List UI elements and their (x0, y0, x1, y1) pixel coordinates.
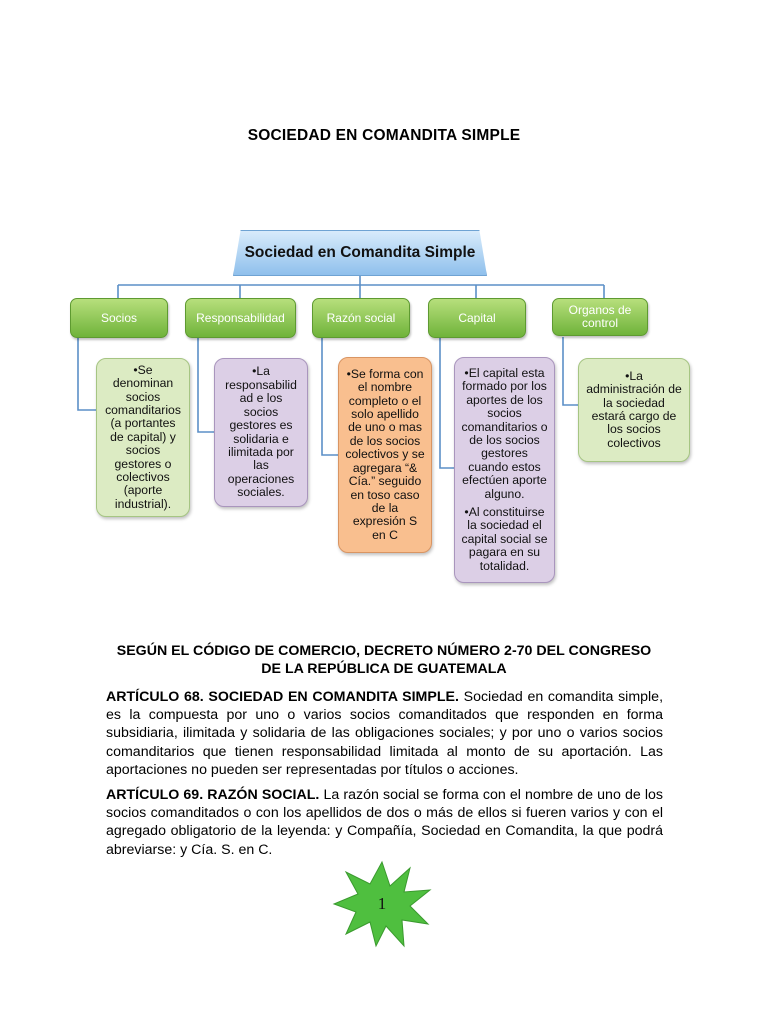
category-organos-de-control: Organos de control (552, 298, 648, 336)
article-69-paragraph (106, 786, 663, 859)
section-subheading: SEGÚN EL CÓDIGO DE COMERCIO, DECRETO NÚMERO 2-70 DEL CONGRESO DE LA REPÚBLICA DE GUATEMALA (116, 643, 652, 677)
diagram-root-node (233, 230, 487, 276)
box-organos-de-control: •La administración de la sociedad estará cargo de los socios colectivos (578, 358, 690, 462)
category-capital: Capital (428, 298, 526, 338)
category-responsabilidad: Responsabilidad (185, 298, 296, 338)
article-68-paragraph (106, 688, 663, 779)
article-68-body: Sociedad en comandita simple, es la compuesta por uno o varios socios comanditados que responden en forma subsidiaria, ilimitada y solidaria de las obligaciones sociales; y por uno o varios socios comanditarios que tienen responsabilidad limitada al monto de su aportación. Las aportaciones no pueden ser representadas por títulos o acciones. (106, 689, 664, 778)
article-69-body: La razón social se forma con el nombre de uno de los socios comanditados o con los apellidos de dos o más de ellos si fueren varios y con el agregado obligatorio de la leyenda: y Compañía, Sociedad en Comandita, la que podrá abreviarse: y Cía. S. en C. (106, 787, 663, 858)
article-69-heading: ARTÍCULO 69. RAZÓN SOCIAL. (106, 787, 320, 803)
category-socios: Socios (70, 298, 168, 338)
box-razon-social: •Se forma con el nombre completo o el solo apellido de uno o mas de los socios colectivos y se agregara “& Cía.” seguido en toso caso de la expresión S en C (338, 357, 432, 553)
document-title: SOCIEDAD EN COMANDITA SIMPLE (247, 127, 521, 144)
box-socios: •Se denominan socios comanditarios (a portantes de capital) y socios gestores o colectivos (aporte industrial). (96, 358, 190, 517)
diagram-root-label: Sociedad en Comandita Simple (244, 244, 476, 261)
box-capital: •El capital esta formado por los aportes de los socios comanditarios o de los socios gestores cuando estos efectúen aporte alguno. •Al constituirse la sociedad el capital social se pagara en su totalidad. (454, 357, 555, 583)
box-responsabilidad: •La responsabilid ad e los socios gestores es solidaria e ilimitada por las operaciones sociales. (214, 358, 308, 507)
article-68-heading: ARTÍCULO 68. SOCIEDAD EN COMANDITA SIMPLE. (106, 689, 459, 705)
category-razon-social: Razón social (312, 298, 410, 338)
page-number: 1 (377, 894, 387, 913)
